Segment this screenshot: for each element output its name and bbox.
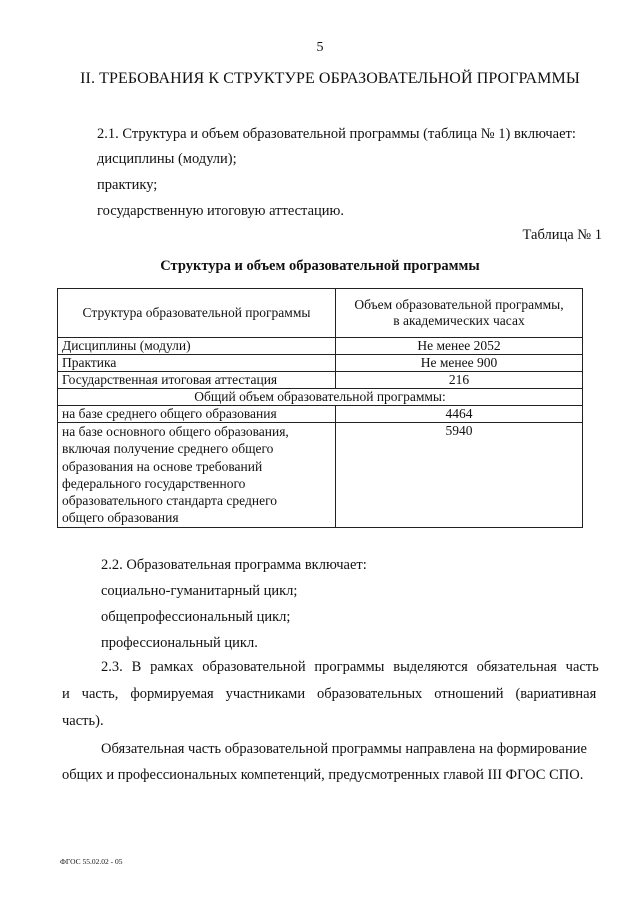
para-2-1-item: государственную итоговую аттестацию. <box>97 203 344 219</box>
para-2-1-item: практику; <box>97 177 158 193</box>
structure-table <box>57 288 583 528</box>
row-label-line: включая получение среднего общего <box>62 441 274 457</box>
row-label-cell: на базе среднего общего образования <box>58 406 336 423</box>
row-label-cell: Государственная итоговая аттестация <box>58 372 336 389</box>
row-label-cell: Дисциплины (модули) <box>58 338 336 355</box>
row-value-cell: Не менее 2052 <box>336 338 583 355</box>
table-row <box>58 372 583 389</box>
para-2-3-line: часть). <box>62 713 104 729</box>
header-volume-line: в академических часах <box>393 313 525 328</box>
para-2-1-intro: 2.1. Структура и объем образовательной программы (таблица № 1) включает: <box>97 126 576 142</box>
para-2-2-item: профессиональный цикл. <box>101 635 258 651</box>
footer-code: ФГОС 55.02.02 - 05 <box>60 857 123 866</box>
para-2-2-item: социально-гуманитарный цикл; <box>101 583 298 599</box>
row-label-line: федерального государственного <box>62 475 246 491</box>
row-label-line: на базе основного общего образования, <box>62 424 289 439</box>
table-row <box>58 355 583 372</box>
table-caption: Таблица № 1 <box>522 227 602 243</box>
row-label-cell: Практика <box>58 355 336 372</box>
para-2-2-item: общепрофессиональный цикл; <box>101 609 291 625</box>
para-2-1-item: дисциплины (модули); <box>97 151 237 167</box>
para-mandatory-line: общих и профессиональных компетенций, предусмотренных главой III ФГОС СПО. <box>62 767 584 783</box>
row-label-line: образовательного стандарта среднего <box>62 493 278 509</box>
table-row <box>58 406 583 423</box>
row-value-cell: 5940 <box>336 423 583 528</box>
row-value-cell: Не менее 900 <box>336 355 583 372</box>
row-label-line: образования на основе требований <box>62 458 263 474</box>
para-2-2-intro: 2.2. Образовательная программа включает: <box>101 557 367 573</box>
row-label-cell <box>58 423 336 528</box>
row-value-cell: 216 <box>336 372 583 389</box>
para-2-3-line: 2.3. В рамках образовательной программы выделяются обязательная часть <box>101 659 599 675</box>
para-mandatory-line: Обязательная часть образовательной программы направлена на формирование <box>101 741 587 757</box>
row-label-line: общего образования <box>62 510 179 526</box>
para-2-3-line: и часть, формируемая участниками образовательных отношений (вариативная <box>62 686 597 702</box>
page-number: 5 <box>316 40 324 55</box>
table-total-header-row <box>58 389 583 406</box>
table-header-row <box>58 289 583 338</box>
header-volume-cell <box>336 289 583 338</box>
header-structure-cell: Структура образовательной программы <box>58 289 336 338</box>
row-value-cell: 4464 <box>336 406 583 423</box>
header-volume-line: Объем образовательной программы, <box>354 297 564 312</box>
table-row <box>58 423 583 528</box>
total-header-cell: Общий объем образовательной программы: <box>58 389 583 406</box>
section-title: II. ТРЕБОВАНИЯ К СТРУКТУРЕ ОБРАЗОВАТЕЛЬНОЙ ПРОГРАММЫ <box>80 70 580 87</box>
table-title: Структура и объем образовательной программы <box>160 258 480 274</box>
table-row <box>58 338 583 355</box>
